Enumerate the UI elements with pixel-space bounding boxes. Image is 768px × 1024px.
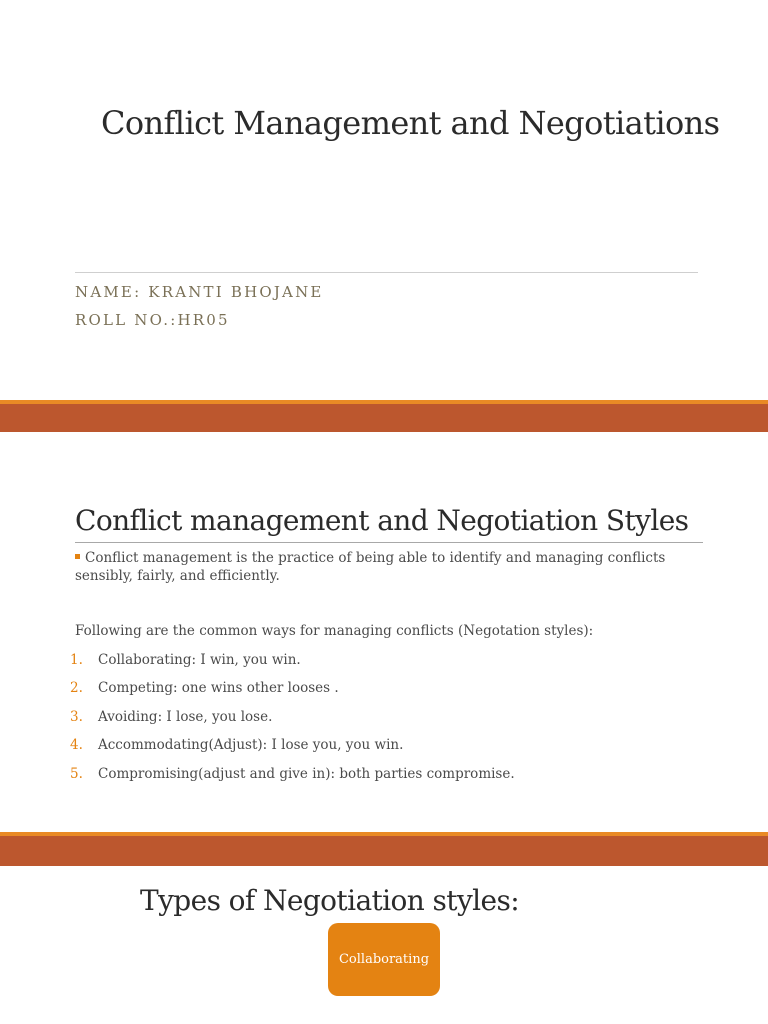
collaborating-box: Collaborating <box>328 923 440 996</box>
definition-bullet <box>75 549 695 585</box>
definition-text: Conflict management is the practice of being able to identify and managing conflicts sensibly, fairly, and efficiently. <box>75 550 666 584</box>
slide-separator-band <box>0 832 768 866</box>
author-name: NAME: KRANTI BHOJANE <box>75 283 324 301</box>
title-divider <box>75 272 698 273</box>
list-item: 4. Accommodating(Adjust): I lose you, you win. <box>70 737 404 753</box>
list-item: 5. Compromising(adjust and give in): both parties compromise. <box>70 766 515 782</box>
title-slide <box>0 0 768 400</box>
list-item: 1. Collaborating: I win, you win. <box>70 652 301 668</box>
title-divider <box>75 542 703 543</box>
list-item: 3. Avoiding: I lose, you lose. <box>70 709 273 725</box>
slide-separator-band <box>0 400 768 432</box>
square-bullet-icon <box>75 554 80 559</box>
presentation-title: Conflict Management and Negotiations <box>101 104 720 142</box>
slide-title: Types of Negotiation styles: <box>140 884 520 917</box>
roll-number: ROLL NO.:HR05 <box>75 311 230 329</box>
list-item: 2. Competing: one wins other looses . <box>70 680 339 696</box>
list-intro: Following are the common ways for managing conflicts (Negotation styles): <box>75 623 594 639</box>
content-slide-types <box>0 866 768 1024</box>
content-slide-styles <box>0 432 768 832</box>
slide-title: Conflict management and Negotiation Styles <box>75 504 689 537</box>
